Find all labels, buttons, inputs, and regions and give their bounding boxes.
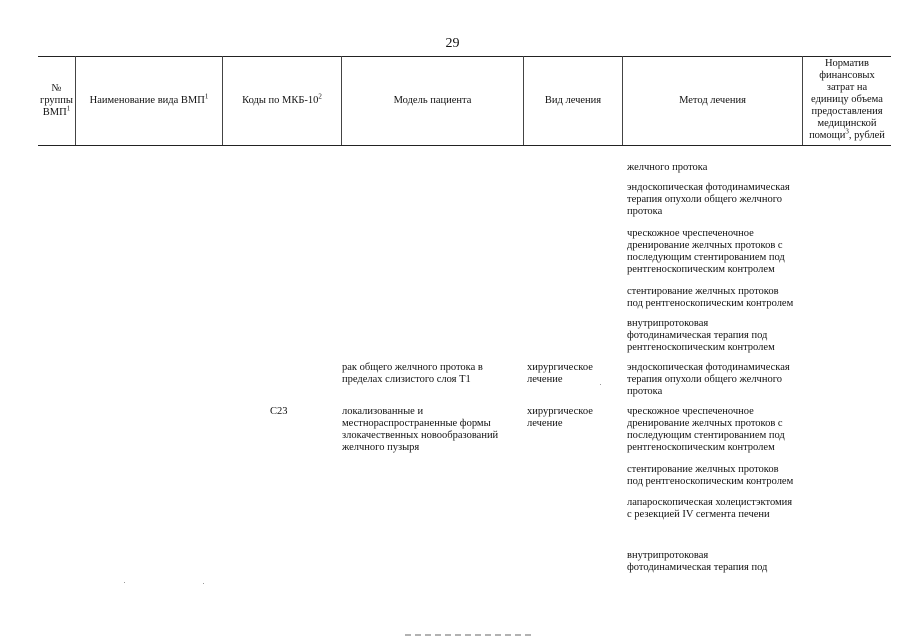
page-number: 29 xyxy=(445,36,460,51)
method-item: лапароскопическая холецистэктомия с резекцией IV сегмента печени xyxy=(627,497,793,520)
header-cost-standard: Норматив финансовых затрат на единицу объема предоставления медицинской помощи$^3$, рублей xyxy=(809,58,885,141)
scan-speck xyxy=(203,583,204,584)
treatment-type-1: хирургическое лечение xyxy=(527,362,593,385)
header-icd-codes: Коды по МКБ-$10^2$ xyxy=(242,92,322,106)
patient-model-1: рак общего желчного протока в пределах слизистого слоя T1 xyxy=(342,362,483,385)
method-item: стентирование желчных протоков под рентгеноскопическим контролем xyxy=(627,464,794,487)
method-item: стентирование желчных протоков под рентгеноскопическим контролем xyxy=(627,286,794,309)
treatment-type-2: хирургическое лечение xyxy=(527,406,593,429)
header-group-number xyxy=(38,57,75,145)
header-group-number-line1: № xyxy=(51,83,62,94)
method-item: чрескожное чреспеченочное дренирование желчных протоков с последующим стентированием под рентгеноскопическим контролем xyxy=(627,406,785,453)
method-item: чрескожное чреспеченочное дренирование желчных протоков с последующим стентированием под рентгеноскопическим контролем xyxy=(627,228,785,275)
icd-code: C23 xyxy=(270,406,288,417)
footer-scan-artifact xyxy=(405,634,535,636)
header-group-number-line3: ВМП$^1$ xyxy=(42,104,71,118)
header-treatment-type: Вид лечения xyxy=(544,95,602,106)
method-item: эндоскопическая фотодинамическая терапия опухоли общего желчного протока xyxy=(627,362,790,397)
header-vmp-name: Наименование вида ВМП$^1$ xyxy=(89,92,209,106)
header-patient-model: Модель пациента xyxy=(393,95,472,106)
scan-speck xyxy=(600,384,601,385)
method-item: эндоскопическая фотодинамическая терапия опухоли общего желчного протока xyxy=(627,182,790,217)
patient-model-2: локализованные и местнораспространенные формы злокачественных новообразований желчного пузыря xyxy=(342,406,499,453)
header-treatment-method: Метод лечения xyxy=(679,95,746,106)
table-header-bottom-border xyxy=(38,145,891,146)
method-item: желчного протока xyxy=(627,162,708,173)
method-item: внутрипротоковая фотодинамическая терапия под xyxy=(627,550,768,573)
scan-speck xyxy=(124,582,125,583)
header-group-number-line2: группы xyxy=(40,95,73,106)
method-item: внутрипротоковая фотодинамическая терапия под рентгеноскопическим контролем xyxy=(627,318,775,353)
